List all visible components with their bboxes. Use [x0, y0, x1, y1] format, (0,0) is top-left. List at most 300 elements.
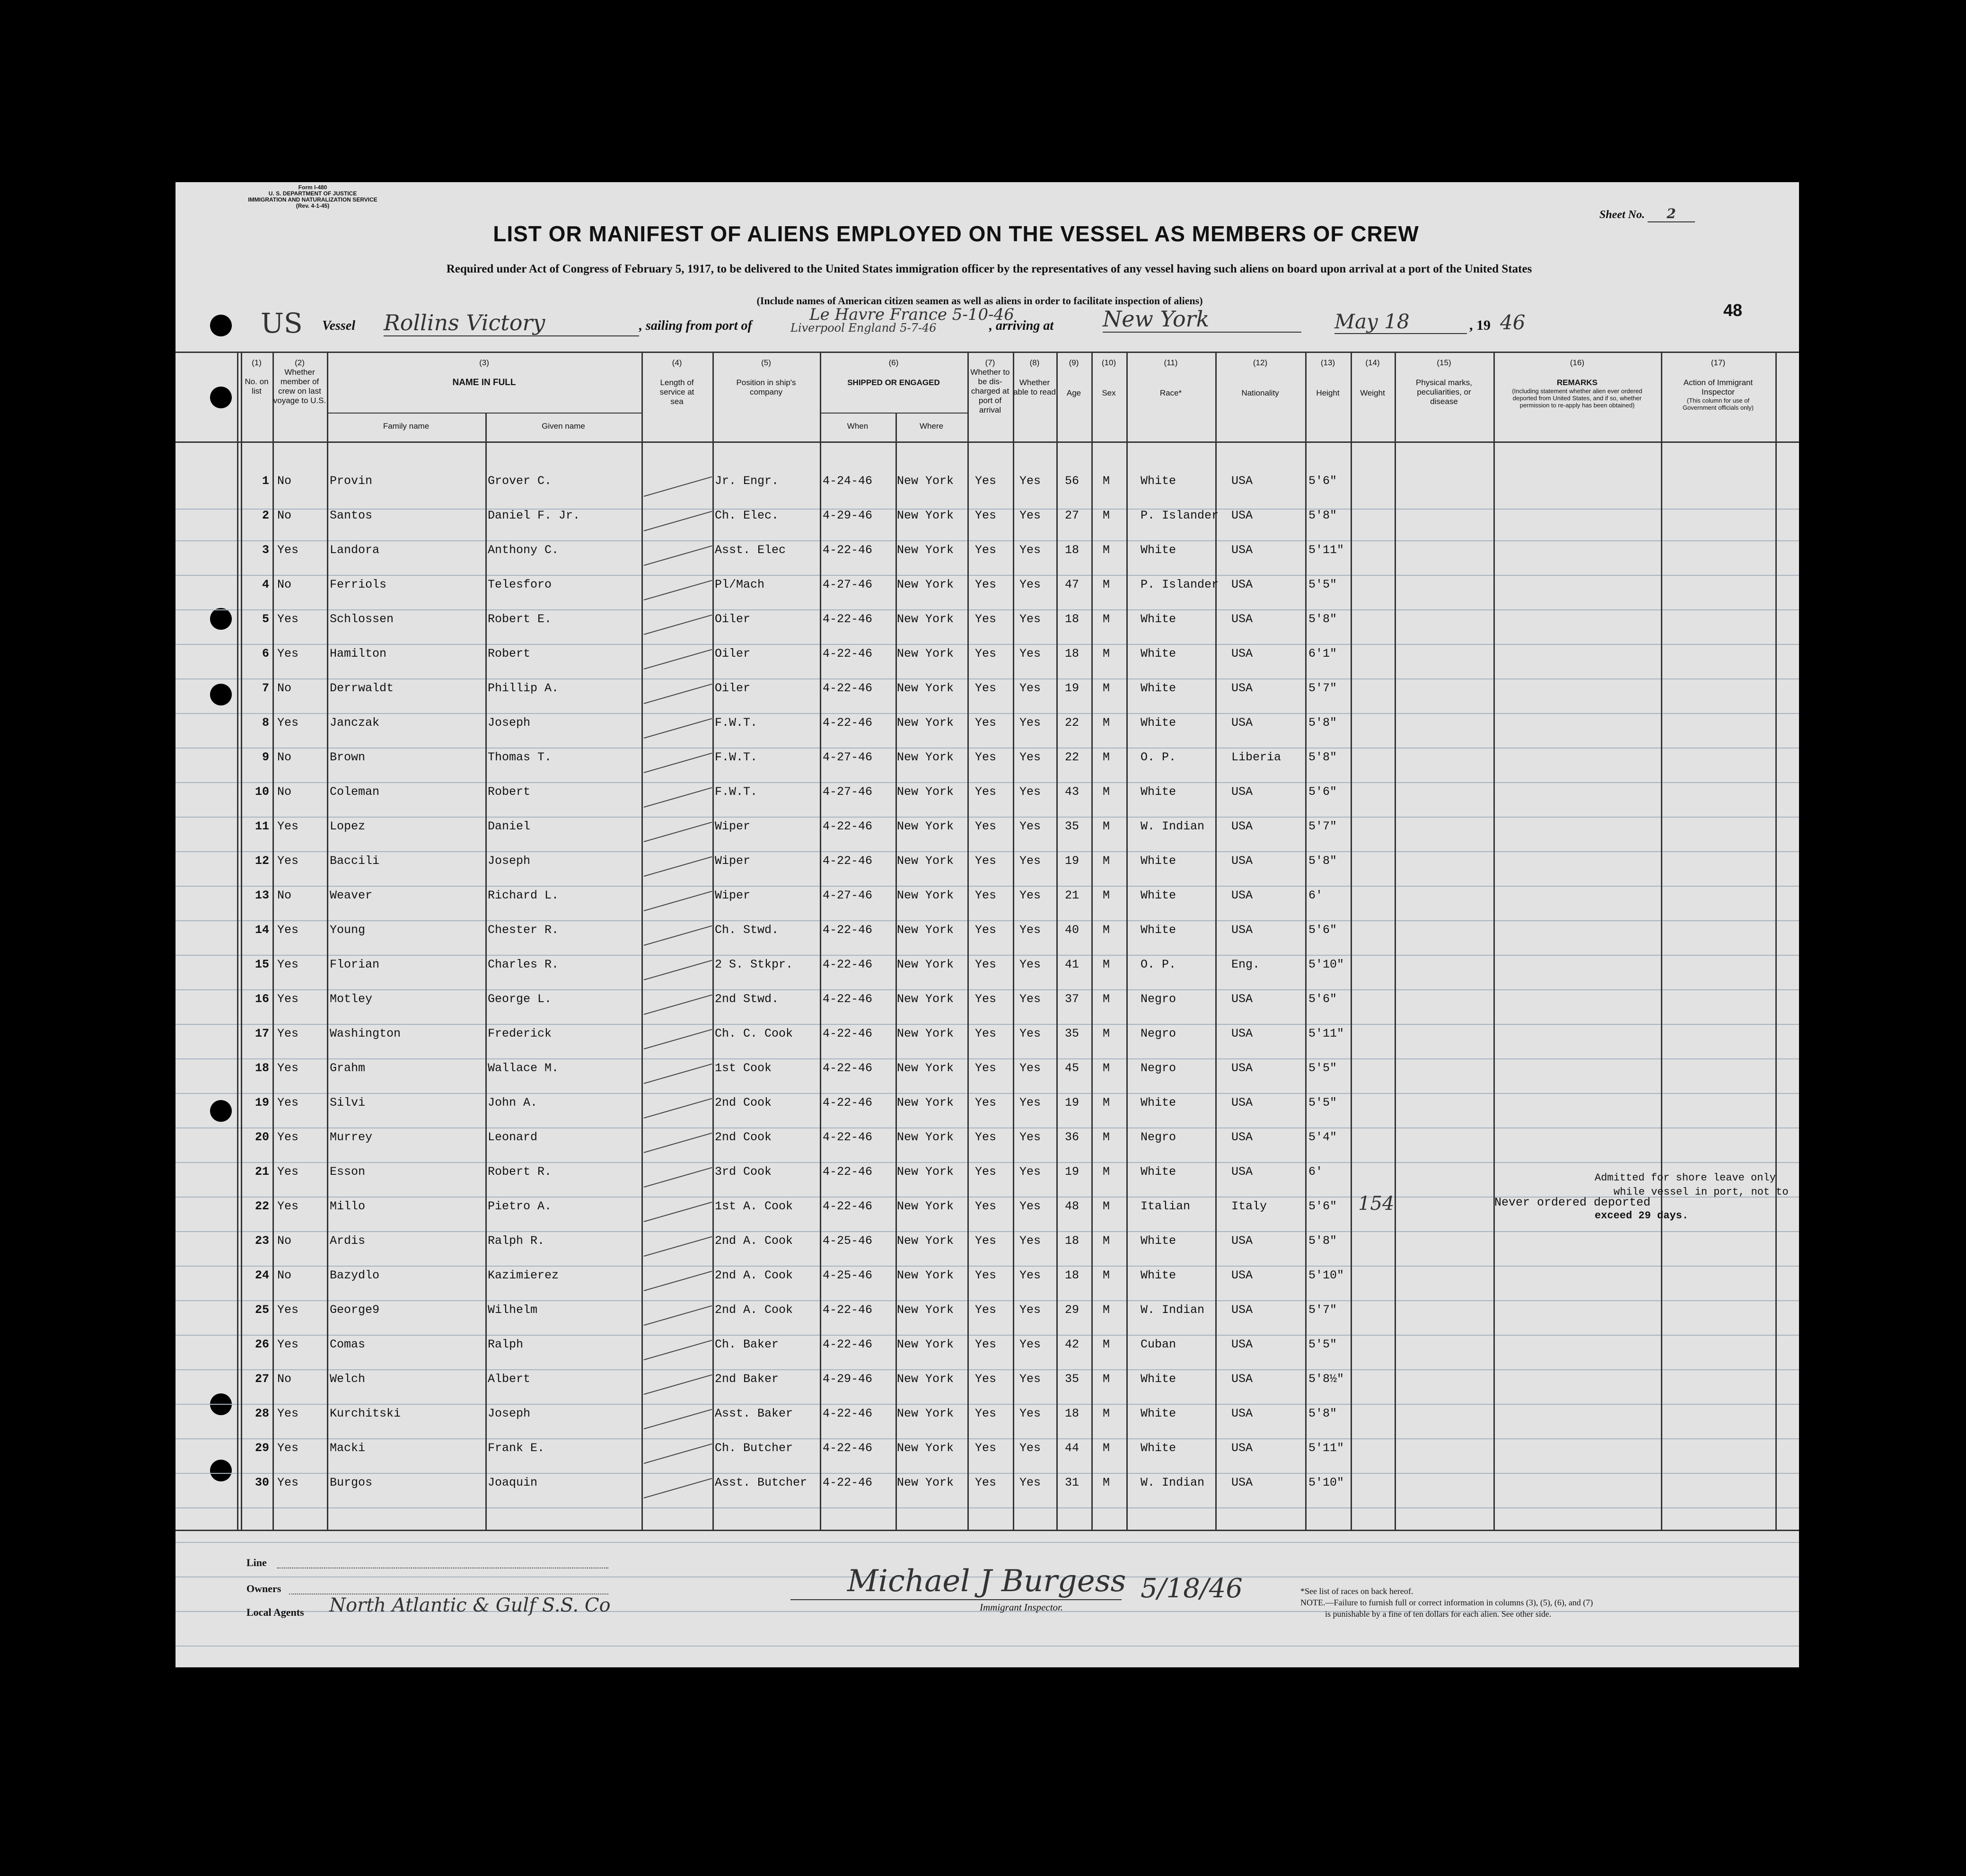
- position: 2nd Baker: [715, 1372, 779, 1386]
- age: 19: [1065, 1096, 1080, 1110]
- able-to-read: Yes: [1019, 1130, 1041, 1144]
- shipped-where: New York: [897, 992, 954, 1006]
- punch-hole: [210, 684, 232, 705]
- column-divider: [327, 352, 328, 1530]
- family-name: Young: [330, 923, 366, 937]
- row-rule: [176, 1266, 1799, 1267]
- age: 19: [1065, 854, 1080, 868]
- shipped-when: 4-22-46: [823, 612, 873, 626]
- given-name: Telesforo: [488, 578, 552, 591]
- shipped-when: 4-22-46: [823, 1061, 873, 1075]
- nationality: USA: [1231, 1165, 1253, 1179]
- arrival-date: May 18: [1334, 310, 1467, 334]
- given-name: Pietro A.: [488, 1199, 552, 1213]
- given-name: Ralph R.: [488, 1234, 545, 1248]
- service-length-slash: [644, 1167, 712, 1188]
- given-name: Charles R.: [488, 958, 559, 971]
- race: White: [1141, 1165, 1176, 1179]
- row-number: 16: [255, 992, 269, 1006]
- col-16-label: REMARKS: [1557, 378, 1597, 387]
- race: W. Indian: [1141, 1303, 1205, 1317]
- previous-voyage: Yes: [277, 716, 299, 730]
- family-name: Derrwaldt: [330, 681, 394, 695]
- row-rule: [176, 1058, 1799, 1059]
- row-rule: [176, 1127, 1799, 1128]
- given-name: Frank E.: [488, 1441, 545, 1455]
- to-be-discharged: Yes: [975, 1407, 997, 1420]
- service-length-slash: [644, 925, 712, 946]
- sheet-number-label: [1599, 206, 1695, 222]
- height: 5'6": [1308, 992, 1337, 1006]
- row-number: 4: [262, 578, 269, 591]
- previous-voyage: Yes: [277, 992, 299, 1006]
- position: F.W.T.: [715, 716, 758, 730]
- column-divider: [1775, 352, 1777, 1530]
- race: White: [1141, 854, 1176, 868]
- nationality: USA: [1231, 889, 1253, 902]
- table-top-border: [176, 352, 1799, 353]
- given-name: Daniel F. Jr.: [488, 509, 580, 522]
- able-to-read: Yes: [1019, 1407, 1041, 1420]
- height: 5'11": [1308, 1441, 1344, 1455]
- to-be-discharged: Yes: [975, 1130, 997, 1144]
- vessel-line: [261, 305, 1703, 339]
- race: Italian: [1141, 1199, 1191, 1213]
- col-13-header: [1305, 358, 1351, 398]
- nationality: Eng.: [1231, 958, 1260, 971]
- shipped-when: 4-27-46: [823, 578, 873, 591]
- row-rule: [176, 1438, 1799, 1439]
- height: 5'7": [1308, 1303, 1337, 1317]
- col-16-sublabel: (Including statement whether alien ever ordered deported from United States, and if so, whether permission to re-apply has been obtained): [1512, 388, 1642, 409]
- sex: M: [1103, 819, 1110, 833]
- footer-line-rule: [277, 1568, 608, 1569]
- shipped-where: New York: [897, 1407, 954, 1420]
- race: White: [1141, 1234, 1176, 1248]
- form-subtitle-note: (Include names of American citizen seamen as well as aliens in order to facilitate inspection of aliens): [756, 295, 1203, 307]
- column-divider: [272, 352, 274, 1530]
- shipped-where: New York: [897, 819, 954, 833]
- to-be-discharged: Yes: [975, 543, 997, 557]
- position: Wiper: [715, 889, 751, 902]
- table-header-bottom: [176, 441, 1799, 443]
- col-4-label: Length of service at sea: [659, 378, 694, 406]
- previous-voyage: No: [277, 578, 292, 591]
- sex: M: [1103, 750, 1110, 764]
- height: 5'10": [1308, 1268, 1344, 1282]
- inspector-rule: [790, 1599, 1122, 1600]
- shipped-when: 4-22-46: [823, 1199, 873, 1213]
- family-name: Comas: [330, 1338, 366, 1351]
- family-name: Janczak: [330, 716, 380, 730]
- service-length-slash: [644, 891, 712, 911]
- sailing-label: , sailing from port of: [639, 318, 752, 333]
- height: 5'5": [1308, 1061, 1337, 1075]
- position: Asst. Butcher: [715, 1476, 807, 1489]
- given-name: Albert: [488, 1372, 531, 1386]
- sex: M: [1103, 647, 1110, 661]
- position: Ch. C. Cook: [715, 1027, 793, 1040]
- shipped-where: New York: [897, 647, 954, 661]
- family-name: Brown: [330, 750, 366, 764]
- to-be-discharged: Yes: [975, 819, 997, 833]
- punch-hole: [210, 1460, 232, 1481]
- col-5-label: Position in ship's company: [736, 378, 796, 396]
- row-22-action-line-3: exceed 29 days.: [1595, 1210, 1689, 1222]
- service-length-slash: [644, 580, 712, 600]
- shipped-when: 4-22-46: [823, 1027, 873, 1040]
- position: Wiper: [715, 819, 751, 833]
- col-12-label: Nationality: [1241, 388, 1279, 397]
- service-length-slash: [644, 1271, 712, 1291]
- race: P. Islander: [1141, 509, 1219, 522]
- to-be-discharged: Yes: [975, 1096, 997, 1110]
- height: 5'8½": [1308, 1372, 1344, 1386]
- col-11-number: (11): [1164, 358, 1178, 367]
- race: W. Indian: [1141, 1476, 1205, 1489]
- service-length-slash: [644, 856, 712, 877]
- col-6-when-header: When: [847, 422, 869, 431]
- age: 42: [1065, 1338, 1080, 1351]
- department-name: U. S. DEPARTMENT OF JUSTICE: [268, 190, 357, 197]
- shipped-where: New York: [897, 1027, 954, 1040]
- family-name: Weaver: [330, 889, 373, 902]
- inspector-label: Immigrant Inspector.: [980, 1602, 1063, 1613]
- nationality: USA: [1231, 1303, 1253, 1317]
- to-be-discharged: Yes: [975, 474, 997, 488]
- col-16-number: (16): [1570, 358, 1585, 367]
- row-number: 27: [255, 1372, 269, 1386]
- row-number: 26: [255, 1338, 269, 1351]
- sex: M: [1103, 1303, 1110, 1317]
- row-rule: [176, 989, 1799, 990]
- position: Ch. Baker: [715, 1338, 779, 1351]
- race: White: [1141, 543, 1176, 557]
- family-name: Silvi: [330, 1096, 366, 1110]
- nationality: USA: [1231, 716, 1253, 730]
- to-be-discharged: Yes: [975, 612, 997, 626]
- given-name: Joseph: [488, 854, 531, 868]
- position: 3rd Cook: [715, 1165, 772, 1179]
- nationality: USA: [1231, 509, 1253, 522]
- able-to-read: Yes: [1019, 958, 1041, 971]
- service-length-slash: [644, 718, 712, 739]
- to-be-discharged: Yes: [975, 1268, 997, 1282]
- col-7-label: Whether to be dis-charged at port of arrival: [970, 368, 1010, 414]
- race: White: [1141, 1096, 1176, 1110]
- service-length-slash: [644, 684, 712, 704]
- service-length-slash: [644, 1064, 712, 1084]
- col-3-given-header: Given name: [542, 422, 585, 431]
- nationality: USA: [1231, 1338, 1253, 1351]
- nationality: USA: [1231, 992, 1253, 1006]
- height: 5'8": [1308, 716, 1337, 730]
- family-name: Ardis: [330, 1234, 366, 1248]
- able-to-read: Yes: [1019, 647, 1041, 661]
- col-14-number: (14): [1365, 358, 1380, 367]
- given-name: Wilhelm: [488, 1303, 538, 1317]
- position: Oiler: [715, 647, 751, 661]
- year-prefix: , 19: [1469, 317, 1491, 333]
- given-name: George L.: [488, 992, 552, 1006]
- service-length-slash: [644, 511, 712, 531]
- nationality: USA: [1231, 1407, 1253, 1420]
- shipped-where: New York: [897, 509, 954, 522]
- row-rule: [176, 1162, 1799, 1163]
- sex: M: [1103, 1441, 1110, 1455]
- given-name: Robert: [488, 785, 531, 799]
- family-name: Ferriols: [330, 578, 387, 591]
- to-be-discharged: Yes: [975, 716, 997, 730]
- col-14-header: [1351, 358, 1395, 398]
- row-rule: [176, 886, 1799, 887]
- race: O. P.: [1141, 750, 1176, 764]
- column-divider: [1493, 352, 1495, 1530]
- able-to-read: Yes: [1019, 1234, 1041, 1248]
- row-rule: [176, 713, 1799, 714]
- column-divider: [1013, 352, 1014, 1530]
- shipped-header-divider: [820, 413, 967, 414]
- col-3-header: [327, 358, 641, 388]
- row-number: 7: [262, 681, 269, 695]
- position: 2nd Cook: [715, 1130, 772, 1144]
- shipped-where: New York: [897, 716, 954, 730]
- row-22-remarks: Never ordered deported: [1494, 1196, 1651, 1209]
- row-rule: [176, 1507, 1799, 1508]
- shipped-when: 4-24-46: [823, 474, 873, 488]
- service-length-slash: [644, 1029, 712, 1049]
- row-number: 15: [255, 958, 269, 971]
- given-name: Phillip A.: [488, 681, 559, 695]
- given-name: Joaquin: [488, 1476, 538, 1489]
- sex: M: [1103, 1027, 1110, 1040]
- able-to-read: Yes: [1019, 889, 1041, 902]
- nationality: Italy: [1231, 1199, 1267, 1213]
- previous-voyage: Yes: [277, 1199, 299, 1213]
- able-to-read: Yes: [1019, 1441, 1041, 1455]
- col-3-family-header: Family name: [383, 422, 430, 431]
- age: 37: [1065, 992, 1080, 1006]
- height: 5'10": [1308, 958, 1344, 971]
- row-number: 30: [255, 1476, 269, 1489]
- to-be-discharged: Yes: [975, 1303, 997, 1317]
- race: P. Islander: [1141, 578, 1219, 591]
- service-length-slash: [644, 1444, 712, 1464]
- race: Negro: [1141, 1130, 1176, 1144]
- previous-voyage: Yes: [277, 1130, 299, 1144]
- nationality: USA: [1231, 785, 1253, 799]
- previous-voyage: No: [277, 1234, 292, 1248]
- sex: M: [1103, 509, 1110, 522]
- footer-note-1: *See list of races on back hereof.: [1300, 1586, 1413, 1596]
- sex: M: [1103, 543, 1110, 557]
- service-length-slash: [644, 1236, 712, 1257]
- row-number: 24: [255, 1268, 269, 1282]
- footer-agents-label: Local Agents: [246, 1606, 304, 1618]
- col-9-header: [1056, 358, 1091, 398]
- sex: M: [1103, 612, 1110, 626]
- shipped-where: New York: [897, 923, 954, 937]
- height: 5'5": [1308, 1096, 1337, 1110]
- nationality: USA: [1231, 1268, 1253, 1282]
- shipped-when: 4-22-46: [823, 647, 873, 661]
- height: 5'6": [1308, 1199, 1337, 1213]
- row-rule: [176, 817, 1799, 818]
- row-rule: [176, 1542, 1799, 1543]
- shipped-where: New York: [897, 1165, 954, 1179]
- able-to-read: Yes: [1019, 854, 1041, 868]
- row-rule: [176, 678, 1799, 679]
- height: 5'11": [1308, 1027, 1344, 1040]
- given-name: Robert R.: [488, 1165, 552, 1179]
- shipped-where: New York: [897, 1441, 954, 1455]
- to-be-discharged: Yes: [975, 681, 997, 695]
- age: 44: [1065, 1441, 1080, 1455]
- column-divider: [1215, 352, 1217, 1530]
- vessel-flag: US: [261, 307, 303, 339]
- column-divider: [1091, 352, 1093, 1530]
- previous-voyage: No: [277, 681, 292, 695]
- position: 2 S. Stkpr.: [715, 958, 793, 971]
- nationality: USA: [1231, 647, 1253, 661]
- previous-voyage: Yes: [277, 1303, 299, 1317]
- col-7-number: (7): [985, 358, 995, 367]
- race: O. P.: [1141, 958, 1176, 971]
- row-number: 2: [262, 509, 269, 522]
- shipped-when: 4-22-46: [823, 716, 873, 730]
- col-13-number: (13): [1320, 358, 1335, 367]
- sex: M: [1103, 1130, 1110, 1144]
- shipped-when: 4-27-46: [823, 785, 873, 799]
- row-number: 28: [255, 1407, 269, 1420]
- to-be-discharged: Yes: [975, 889, 997, 902]
- position: Oiler: [715, 612, 751, 626]
- service-length-slash: [644, 1133, 712, 1153]
- col-6-label: SHIPPED OR ENGAGED: [847, 378, 940, 387]
- previous-voyage: Yes: [277, 1338, 299, 1351]
- nationality: USA: [1231, 1234, 1253, 1248]
- col-2-header: [272, 358, 327, 405]
- family-name: Kurchitski: [330, 1407, 401, 1420]
- vessel-name: Rollins Victory: [384, 310, 639, 336]
- given-name: Wallace M.: [488, 1061, 559, 1075]
- row-number: 22: [255, 1199, 269, 1213]
- age: 56: [1065, 474, 1080, 488]
- previous-voyage: Yes: [277, 1441, 299, 1455]
- race: White: [1141, 716, 1176, 730]
- shipped-where: New York: [897, 1199, 954, 1213]
- family-name: Schlossen: [330, 612, 394, 626]
- to-be-discharged: Yes: [975, 923, 997, 937]
- manifest-sheet: [176, 182, 1799, 1667]
- previous-voyage: Yes: [277, 1165, 299, 1179]
- given-name: Robert: [488, 647, 531, 661]
- shipped-when: 4-22-46: [823, 1441, 873, 1455]
- col-6-header: [820, 358, 967, 388]
- table-bottom-border: [176, 1530, 1799, 1531]
- sex: M: [1103, 958, 1110, 971]
- row-number: 21: [255, 1165, 269, 1179]
- shipped-where: New York: [897, 958, 954, 971]
- sex: M: [1103, 1234, 1110, 1248]
- given-name: Daniel: [488, 819, 531, 833]
- shipped-where: New York: [897, 681, 954, 695]
- column-divider: [485, 413, 487, 1530]
- shipped-when: 4-22-46: [823, 681, 873, 695]
- col-11-header: [1126, 358, 1215, 398]
- row-number: 1: [262, 474, 269, 488]
- race: Cuban: [1141, 1338, 1176, 1351]
- page-number: 48: [1723, 300, 1743, 320]
- form-revision: (Rev. 4-1-45): [296, 203, 330, 209]
- given-name: John A.: [488, 1096, 538, 1110]
- age: 35: [1065, 819, 1080, 833]
- sex: M: [1103, 923, 1110, 937]
- row-number: 19: [255, 1096, 269, 1110]
- able-to-read: Yes: [1019, 819, 1041, 833]
- sheet-number: 2: [1648, 206, 1695, 222]
- form-number: Form I-480: [298, 184, 327, 191]
- previous-voyage: Yes: [277, 1061, 299, 1075]
- col-15-label: Physical marks, peculiarities, or disease: [1415, 378, 1473, 406]
- sex: M: [1103, 474, 1110, 488]
- age: 18: [1065, 1407, 1080, 1420]
- row-rule: [176, 1300, 1799, 1301]
- shipped-when: 4-27-46: [823, 750, 873, 764]
- row-number: 13: [255, 889, 269, 902]
- family-name: Burgos: [330, 1476, 373, 1489]
- shipped-where: New York: [897, 1130, 954, 1144]
- previous-voyage: Yes: [277, 612, 299, 626]
- service-length-slash: [644, 1202, 712, 1222]
- row-number: 25: [255, 1303, 269, 1317]
- nationality: USA: [1231, 1130, 1253, 1144]
- family-name: Murrey: [330, 1130, 373, 1144]
- height: 5'5": [1308, 578, 1337, 591]
- column-divider: [1305, 352, 1307, 1530]
- service-length-slash: [644, 1374, 712, 1395]
- position: Ch. Stwd.: [715, 923, 779, 937]
- given-name: Robert E.: [488, 612, 552, 626]
- sex: M: [1103, 1061, 1110, 1075]
- height: 6': [1308, 1165, 1323, 1179]
- given-name: Leonard: [488, 1130, 538, 1144]
- able-to-read: Yes: [1019, 1338, 1041, 1351]
- age: 40: [1065, 923, 1080, 937]
- to-be-discharged: Yes: [975, 509, 997, 522]
- race: White: [1141, 1372, 1176, 1386]
- sex: M: [1103, 889, 1110, 902]
- col-8-number: (8): [1029, 358, 1040, 367]
- service-length-slash: [644, 787, 712, 808]
- row-rule: [176, 1646, 1799, 1647]
- nationality: USA: [1231, 1372, 1253, 1386]
- service-length-slash: [644, 615, 712, 635]
- col-15-number: (15): [1437, 358, 1451, 367]
- previous-voyage: No: [277, 785, 292, 799]
- col-10-header: [1091, 358, 1126, 398]
- col-9-label: Age: [1066, 388, 1081, 397]
- to-be-discharged: Yes: [975, 1165, 997, 1179]
- col-1-label: No. on list: [245, 377, 269, 396]
- form-title: LIST OR MANIFEST OF ALIENS EMPLOYED ON THE VESSEL AS MEMBERS OF CREW: [493, 221, 1419, 246]
- age: 21: [1065, 889, 1080, 902]
- able-to-read: Yes: [1019, 543, 1041, 557]
- position: 1st A. Cook: [715, 1199, 793, 1213]
- given-name: Joseph: [488, 716, 531, 730]
- position: Pl/Mach: [715, 578, 765, 591]
- col-12-header: [1215, 358, 1305, 398]
